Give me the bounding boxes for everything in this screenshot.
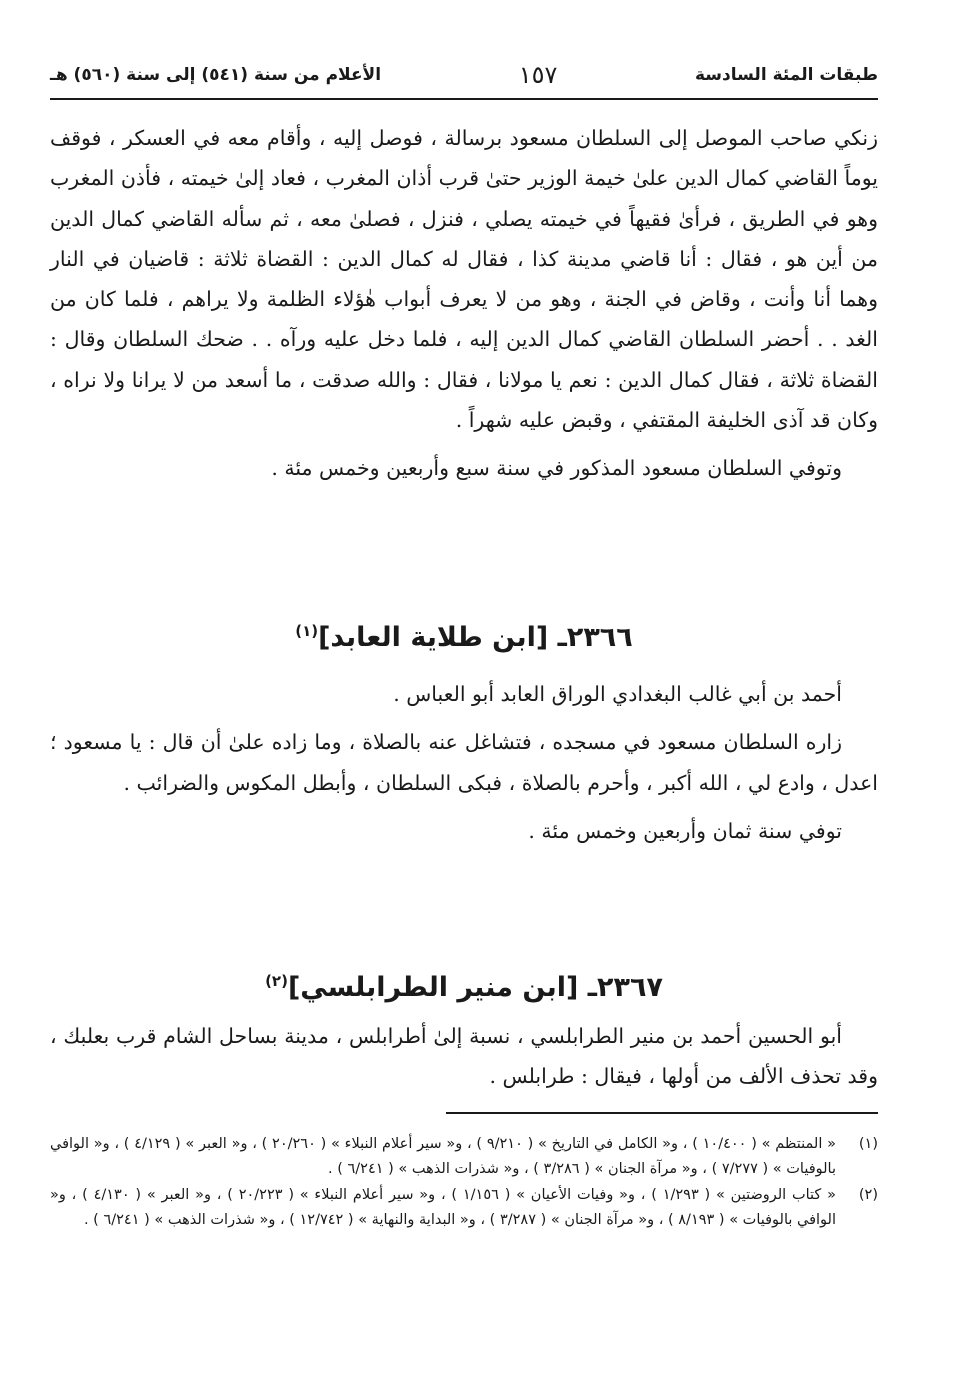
header-rule [50,98,878,100]
entry-heading-2366 [50,611,878,658]
running-title-right: طبقات المئة السادسة [695,65,878,85]
footnote-ref: (٢) [265,972,288,990]
footnote-1 [50,1132,878,1181]
entry-title: ٢٣٦٧ـ [ابن منير الطرابلسي] [287,972,663,1003]
intro-paragraph: زنكي صاحب الموصل إلى السلطان مسعود برسالة ، فوصل إليه ، وأقام معه في العسكر ، فوقف يوماً القاضي كمال الدين علىٰ خيمة الوزير حتىٰ قرب أذان المغرب ، فعاد إلىٰ خيمته ، فأذن المغرب وهو في الطريق ، فرأىٰ فقيهاً في خيمته يصلي ، فنزل ، فصلىٰ معه ، ثم سأله القاضي كمال الدين من أين هو ، فقال : أنا قاضي مدينة كذا ، فقال له كمال الدين : القضاة ثلاثة : قاضيان في النار وهما أنا وأنت ، وقاض في الجنة ، وهو من لا يعرف أبواب هٰؤلاء الظلمة ولا يراهم ، فلما كان من الغد . . أحضر السلطان القاضي كمال الدين إليه ، فلما دخل عليه ورآه . . ضحك السلطان وقال : القضاة ثلاثة ، فقال كمال الدين : نعم يا مولانا ، فقال : والله صدقت ، ما أسعد من لا يرانا ولا نراه ، وكان قد آذى الخليفة المقتفي ، وقبض عليه شهراً . [50,126,878,433]
death-note: وتوفي السلطان مسعود المذكور في سنة سبع وأربعين وخمس مئة . [271,456,842,481]
footnote-2 [50,1183,878,1232]
entry-paragraph: زاره السلطان مسعود في مسجده ، فتشاغل عنه بالصلاة ، وما زاده علىٰ أن قال : يا مسعود ؛ اعدل ، وادع لي ، الله أكبر ، وأحرم بالصلاة ، فبكى السلطان ، وأبطل المكوس والضرائب . [50,730,878,795]
entry-title: ٢٣٦٦ـ [ابن طلاية العابد] [318,622,633,653]
footnotes [50,1132,878,1234]
intro-section [50,118,878,489]
running-header [50,58,878,92]
entry-body-2367 [50,1016,878,1097]
footnote-number: (٢) [858,1187,878,1203]
running-title-left: الأعلام من سنة (٥٤١) إلى سنة (٥٦٠) هـ [50,65,382,85]
footnote-rule [446,1112,878,1114]
entry-heading-2367 [50,961,878,1008]
entry-paragraph: توفي سنة ثمان وأربعين وخمس مئة . [528,818,842,843]
entry-paragraph: أبو الحسين أحمد بن منير الطرابلسي ، نسبة إلىٰ أطرابلس ، مدينة بساحل الشام قرب بعلبك ، وقد تحذف الألف من أولها ، فيقال : طرابلس . [50,1024,878,1089]
footnote-text: « كتاب الروضتين » ( ١/٢٩٣ ) ، و« وفيات الأعيان » ( ١/١٥٦ ) ، و« سير أعلام النبلاء » ( ٢٠/٢٢٣ ) ، و« العبر » ( ٤/١٣٠ ) ، و« الوافي بالوفيات » ( ٨/١٩٣ ) ، و« مرآة الجنان » ( ٣/٢٨٧ ) ، و« البداية والنهاية » ( ١٢/٧٤٢ ) ، و« شذرات الذهب » ( ٦/٢٤١ ) . [50,1187,836,1228]
entry-paragraph: أحمد بن أبي غالب البغدادي الوراق العابد أبو العباس . [393,682,842,706]
footnote-number: (١) [858,1136,878,1152]
entry-body-2366 [50,674,878,851]
footnote-text: « المنتظم » ( ١٠/٤٠٠ ) ، و« الكامل في التاريخ » ( ٩/٢١٠ ) ، و« سير أعلام النبلاء » ( ٢٠/٢٦٠ ) ، و« العبر » ( ٤/١٢٩ ) ، و« الوافي بالوفيات » ( ٧/٢٧٧ ) ، و« مرآة الجنان » ( ٣/٢٨٦ ) ، و« شذرات الذهب » ( ٦/٢٤١ ) . [50,1136,836,1177]
page-number: ١٥٧ [518,61,558,89]
footnote-ref: (١) [295,622,319,640]
